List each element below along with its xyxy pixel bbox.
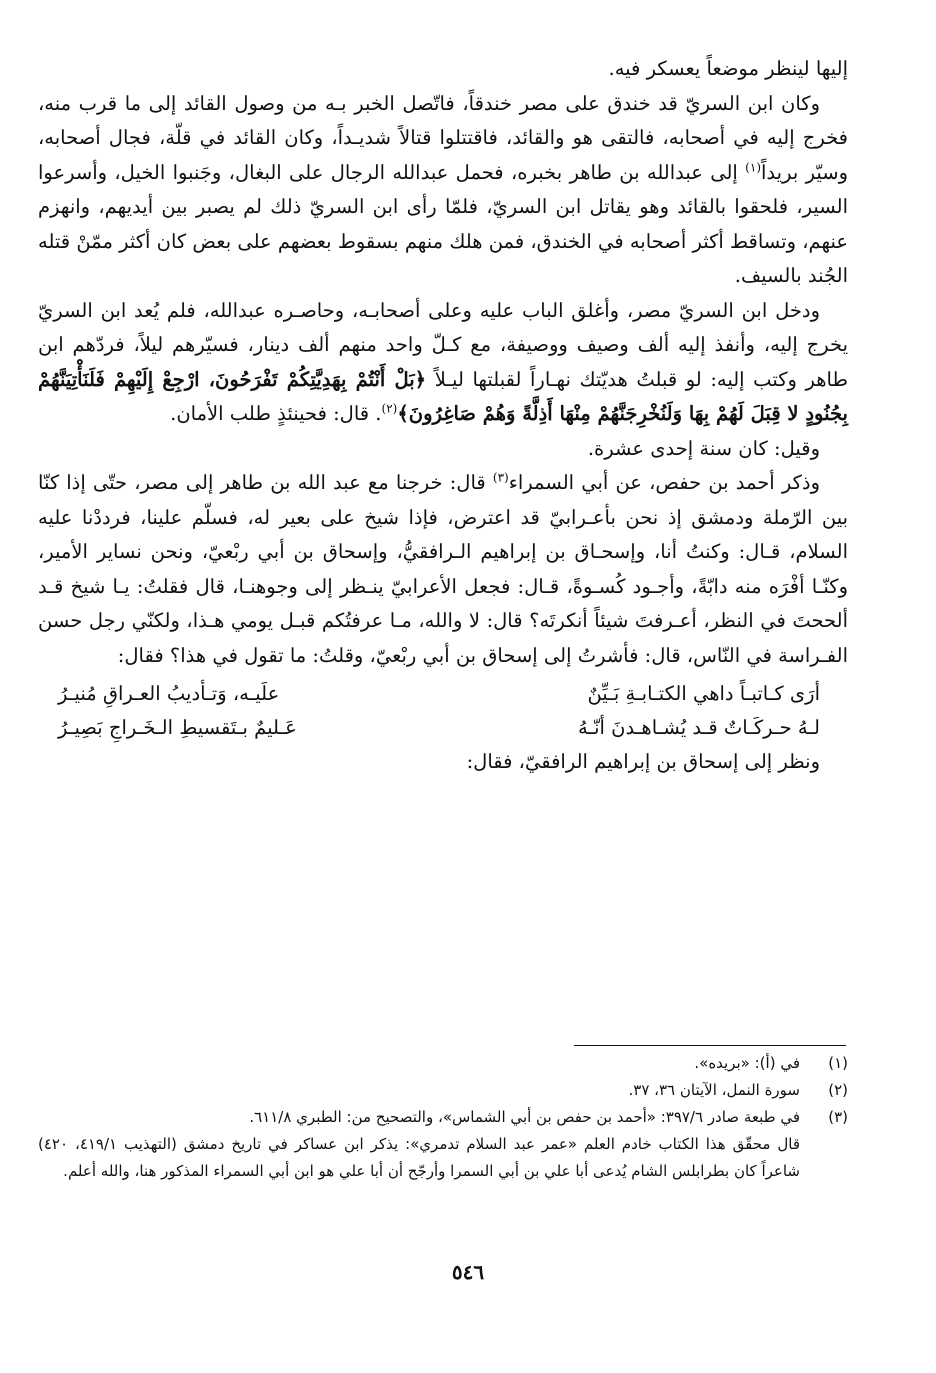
hemistich: عَـليمٌ بـتَقسيطِ الـخَـراجِ بَصِيـرُ: [58, 716, 297, 739]
paragraph-text: قال: خرجنا مع عبد الله بن طاهر إلى مصر، حتّى إذا كنّا بين الرّملة ودمشق إذ نحن بأعـرابيّ قد اعترض، فإذا شيخ على بعير له، فسلّم علينا، فرددْنا عليه السلام، قـال: وكنتُ أنا، وإسحـاق بن إبراهيم الـرافقيُّ، وإسحاق بن أبي ربْعيّ، ونحن نساير الأمير، وكنّـا أفْرَه منه دابّةً، وأجـود كُسـوةً، قـال: فجعل الأعرابيّ ينـظر إلى وجوهنـا، قال فقلتُ: يـا شيخ قـد ألححتَ في النظر، أعـرفتَ شيئاً أنكرتَه؟ قال: لا والله، مـا عرفتُكم قبـل يومي هـذا، ولكنّي رجل حسن الفـراسة في النّاس، قال: فأشرتُ إلى إسحاق بن أبي ربْعيّ، وقلتُ: ما تقول في هذا؟ فقال:: [38, 471, 848, 667]
footnote: [38, 1050, 848, 1077]
paragraph: [38, 52, 848, 87]
hemistich: لـهُ حـركَـاتٌ قـد يُشـاهـدنَ أنّـهُ: [577, 716, 820, 739]
hemistich: علَيـه، وَتـأديبُ العـراقِ مُنيـرُ: [58, 682, 280, 705]
poem: [38, 677, 848, 745]
footnote-continuation: قال محقّق هذا الكتاب خادم العلم «عمر عبد السلام تدمري»: يذكر ابن عساكر في تاريخ دمشق (التهذيب ٤١٩/١، ٤٢٠) شاعراً كان بطرابلس الشام يُدعى أبا علي بن أبي السمرا وأرجّح أن أبا علي هو ابن أبي السمراء المذكور هنا، والله أعلم.: [38, 1135, 800, 1180]
paragraph: [38, 745, 848, 779]
footnote: [38, 1077, 848, 1104]
paragraph-text: وقيل: كان سنة إحدى عشرة.: [587, 436, 820, 460]
paragraph-text: وذكر أحمد بن حفص، عن أبي السمراء: [508, 471, 821, 494]
poem-verse: [58, 711, 820, 745]
paragraph-text: ودخل ابن السريّ مصر، وأغلق الباب عليه وعلى أصحابـه، وحاصـره عبدالله، فلم يُعد ابن السريّ يخرج إليه، وأنفذ إليه ألف وصيف ووصيفة، مع كـلّ واحد منهم ألف دينار، فسيّرهم ليلاً، فردّهم ابن طاهر وكتب إليه: لو قبلتُ هديّتك نهـاراً لقبلتها ليـلاً: [38, 298, 849, 391]
main-text: [38, 52, 848, 779]
footnote-ref[interactable]: (٢): [381, 401, 398, 416]
paragraph: [38, 294, 848, 432]
paragraph-text: إليها لينظر موضعاً يعسكر فيه.: [608, 57, 848, 80]
footnote-ref[interactable]: (١): [745, 160, 761, 174]
footnote-text: [38, 1104, 800, 1185]
page-number: ٥٤٦: [451, 1260, 485, 1284]
footnote-number: (٣): [828, 1108, 848, 1126]
footnotes: [38, 1050, 848, 1185]
paragraph-text: وكان ابن السريّ قد خندق على مصر خندقاً، فاتّصل الخبر بـه من وصول القائد إلى ما قرب منه، فخرج إليه في أصحابه، فالتقى هو والقائد، فاقتتلوا قتالاً شديـداً، وكان القائد في قلّة، فجال أصحابه، وسيّر بريداً: [38, 91, 848, 184]
quran-quote: ﴿بَلْ أَنْتُمْ بِهَدِيَّتِكُمْ تَفْرَحُونَ، ارْجِعْ إِلَيْهِمْ فَلَنَأْتِيَنَّهُمْ بِجُنُودٍ لا قِبَلَ لَهُمْ بِهَا وَلَنُخْرِجَنَّهُمْ مِنْهَا أَذِلَّةً وَهُمْ صَاغِرُونَ﴾: [38, 367, 848, 425]
footnote-text-line: في طبعة صادر ٣٩٧/٦: «أحمد بن حفص بن أبي الشماس»، والتصحيح من: الطبري ٦١١/٨.: [249, 1108, 800, 1126]
paragraph-text: إلى عبدالله بن طاهر بخبره، فحمل عبدالله الرجال على البغال، وجَنبوا الخيل، وأسرعوا السير، فلحقوا بالقائد وهو يقاتل ابن السريّ، فلمّا رأى ابن السريّ ذلك لم يصبر بين أيديهم، وانهزم عنهم، وتساقط أكثر أصحابه في الخندق، فمن هلك منهم بسقوط بعضهم على بعض كان أكثر ممّنْ قتله الجُند بالسيف.: [38, 160, 848, 287]
footnote-divider: [574, 1045, 846, 1046]
footnote-ref[interactable]: (٣): [492, 470, 509, 485]
footnote-number: (٢): [828, 1081, 848, 1099]
footnote-text: في (أ): «بريده».: [694, 1054, 800, 1072]
hemistich: أرَى كـاتبـاً داهي الكتـابـةِ بَـيِّنٌ: [587, 682, 820, 705]
paragraph-text: . قال: فحينئذٍ طلب الأمان.: [170, 402, 382, 425]
paragraph-text: ونظر إلى إسحاق بن إبراهيم الرافقيّ، فقال:: [466, 750, 820, 773]
paragraph: [38, 466, 848, 673]
paragraph: [38, 87, 848, 294]
footnote-number: (١): [828, 1054, 848, 1072]
poem-verse: [58, 677, 820, 711]
footnote: [38, 1104, 848, 1185]
paragraph: [38, 432, 848, 467]
footnote-text: سورة النمل، الآيتان ٣٦، ٣٧.: [628, 1081, 800, 1099]
